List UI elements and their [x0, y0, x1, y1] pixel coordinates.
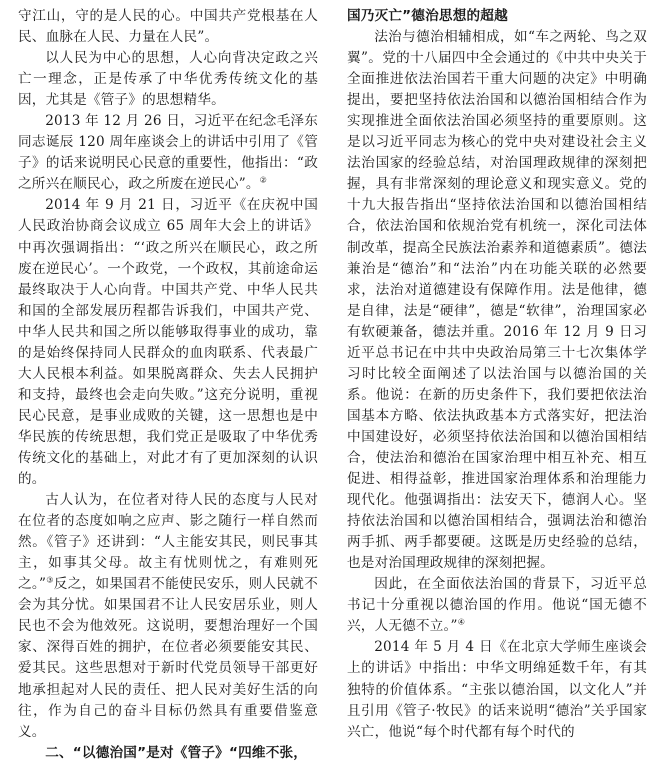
paragraph-2013-speech [18, 111, 318, 195]
paragraph-people-centered: 以人民为中心的思想，人心向背决定政之兴亡一理念，正是传承了中华优秀传统文化的基因，尤其是《管子》的思想精华。 [18, 50, 318, 109]
footnote-marker-3: ③ [46, 575, 54, 585]
paragraph-rule-of-law: 法治与德治相辅相成，如“车之两轮、鸟之双翼”。党的十八届四中全会通过的《中共中央关于全面推进依法治国若干重大问题的决定》中明确提出，要把坚持依法治国和以德治国相结合作为实现推进全面依法治国必须坚持的重要原则。这是以习近平同志为核心的党中央对建设社会主义法治国家的经验总结，对治国理政规律的深刻把握，具有非常深刻的理论意义和现实意义。党的十九大报告指出“坚持依法治国和以德治国相结合，依法治国和依规治党有机统一，深化司法体制改革，提高全民族法治素养和道德素质”。德法兼治是“德治”和“法治”内在功能关联的必然要求，法治对道德建设有保障作用。法是他律，德是自律，法是“硬律”，德是“软律”，治理国家必有软硬兼备，德法并重。2016 年 12 月 9 日习近平总书记在中共中央政治局第三十七次集体学习时比较全面阐述了以法治国与以德治国的关系。他说：在新的历史条件下，我们要把依法治国基本方略、依法执政基本方式落实好，把法治中国建设好，必须坚持依法治国和以德治国相结合，使法治和德治在国家治理中相互补充、相互促进、相得益彰，推进国家治理体系和治理能力现代化。他强调指出：法安天下，德润人心。坚持依法治国和以德治国相结合，强调法治和德治两手抓、两手都要硬。这既是历史经验的总结，也是对治国理政规律的深刻把握。 [347, 29, 647, 572]
paragraph-ancients-text-a: 古人认为，在位者对待人民的态度与人民对在位者的态度如响之应声、影之随行一样自然而然。《管子》还讲到：“人主能安其民，则民事其主，如事其父母。故主有忧则忧之，有难则死之。” [18, 492, 318, 593]
paragraph-therefore [347, 574, 647, 637]
section-heading-end: 国乃灭亡”德治思想的超越 [347, 8, 508, 24]
paragraph-2014-peking-univ: 2014 年 5 月 4 日《在北京大学师生座谈会上的讲话》中指出：中华文明绵延数千年，有其独特的价值体系。“主张以德治国，以文化人”并且引用《管子·牧民》的话来说明“德治”关乎国家兴亡，他说“每个时代都有每个时代的 [347, 639, 647, 740]
paragraph-ancients [18, 490, 318, 743]
paragraph-continued: 守江山，守的是人民的心。中国共产党根基在人民、血脉在人民、力量在人民”。 [18, 8, 318, 46]
paragraph-2014-speech: 2014 年 9 月 21 日，习近平《在庆祝中国人民政治协商会议成立 65 周年大会上的讲话》中再次强调指出：“‘政之所兴在顺民心，政之所废在逆民心’。一个政党，一个政权，其前途命运最终取决于人心向背。中国共产党、中华人民共和国的全部发展历程都告诉我们，中国共产党、中华人民共和国之所以能够取得事业的成功，靠的是始终保持同人民群众的血肉联系、代表最广大人民根本利益。如果脱离群众、失去人民拥护和支持，最终也会走向失败。”这充分说明，重视民心民意，是事业成败的关键，这一思想也是中华民族的传统思想，我们党正是吸取了中华优秀传统文化的基础上，对此才有了更加深刻的认识的。 [18, 197, 318, 488]
paragraph-ancients-text-b: 反之，如果国君不能使民安乐，则人民就不会为其分忧。如果国君不让人民安居乐业，则人民也不会为他效死。这说明，要想治理好一个国家、深得百姓的拥护，在位者必须要能安其民、爱其民。这些思想对于新时代党员领导干部更好地承担起对人民的责任、把人民对美好生活的向往，作为自己的奋斗目标仍然具有重要借鉴意义。 [18, 576, 318, 740]
footnote-marker-4: ④ [457, 617, 466, 627]
left-column [18, 6, 318, 764]
paragraph-2013-text: 2013 年 12 月 26 日，习近平在纪念毛泽东同志诞辰 120 周年座谈会上的讲话中引用了《管子》的话来说明民心民意的重要性，他指出：“政之所兴在顺民心，政之所废在逆民心”。 [18, 113, 318, 193]
section-heading-start: 二、“以德治国”是对《管子》“四维不张， [45, 744, 308, 761]
paragraph-therefore-text: 因此，在全面依法治国的背景下，习近平总书记十分重视以德治国的作用。他说“国无德不兴，人无德不立。” [347, 576, 647, 635]
right-column [347, 6, 647, 743]
footnote-marker-2: ② [259, 175, 268, 185]
